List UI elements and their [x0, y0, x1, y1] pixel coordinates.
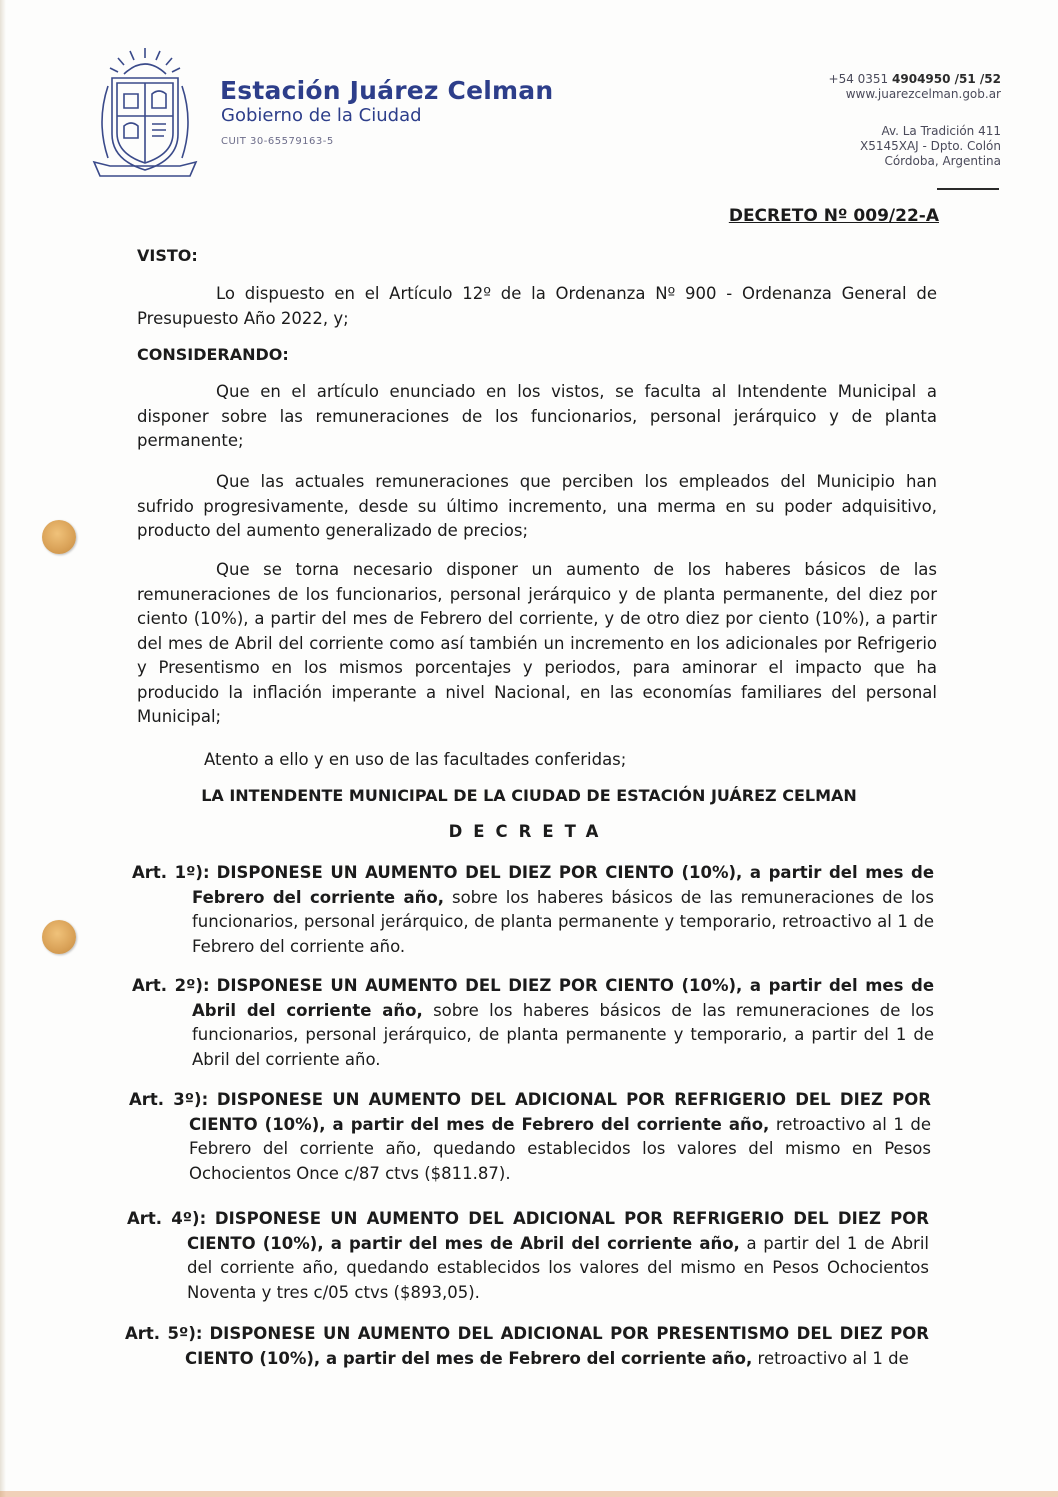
considerando-closing: Atento a ello y en uso de las facultades conferidas;	[204, 750, 627, 769]
contact-website: www.juarezcelman.gob.ar	[845, 87, 1001, 101]
article-2: Art. 2º): DISPONESE UN AUMENTO DEL DIEZ POR CIENTO (10%), a partir del mes de Abril del corriente año, sobre los haberes básicos de las remuneraciones de los funcionarios, personal jerárquico, de planta permanente y temporario, a partir del 1 de Abril del corriente año.	[132, 976, 935, 1069]
authority-title: LA INTENDENTE MUNICIPAL DE LA CIUDAD DE ESTACIÓN JUÁREZ CELMAN	[201, 786, 857, 805]
contact-address-line-3: Córdoba, Argentina	[884, 154, 1001, 168]
page-bottom-edge	[0, 1491, 1058, 1497]
org-subtitle: Gobierno de la Ciudad	[221, 105, 422, 126]
contact-address-line-1: Av. La Tradición 411	[881, 124, 1001, 138]
visto-text: Lo dispuesto en el Artículo 12º de la Ordenanza Nº 900 - Ordenanza General de Presupuesto Año 2022, y;	[137, 284, 937, 328]
municipal-crest-icon	[86, 42, 204, 182]
considerando-paragraph-2: Que las actuales remuneraciones que perciben los empleados del Municipio han sufrido progresivamente, desde su último incremento, una merma en su poder adquisitivo, producto del aumento generalizado de precios;	[137, 472, 937, 540]
article-3: Art. 3º): DISPONESE UN AUMENTO DEL ADICIONAL POR REFRIGERIO DEL DIEZ POR CIENTO (10%), a partir del mes de Febrero del corriente año, retroactivo al 1 de Febrero del corriente año, quedando establecidos los valores del mismo en Pesos Ochocientos Once c/87 ctvs ($811.87).	[129, 1090, 931, 1183]
punch-hole	[42, 520, 76, 554]
considerando-paragraph-1: Que en el artículo enunciado en los vistos, se faculta al Intendente Municipal a disponer sobre las remuneraciones de los funcionarios, personal jerárquico y de planta permanente;	[137, 382, 937, 450]
article-5: Art. 5º): DISPONESE UN AUMENTO DEL ADICIONAL POR PRESENTISMO DEL DIEZ POR CIENTO (10%), a partir del mes de Febrero del corriente año, retroactivo al 1 de	[125, 1324, 930, 1368]
punch-hole	[42, 920, 76, 954]
considerando-paragraph-3: Que se torna necesario disponer un aumento de los haberes básicos de las remuneraciones de los funcionarios, personal jerárquico y de planta permanente, del diez por ciento (10%), a partir del mes de Febrero del corriente, y de otro diez por ciento (10%), a partir del mes de Abril del corriente como así también un incremento en los adicionales por Refrigerio y Presentismo en los mismos porcentajes y periodos, para aminorar el impacto que ha producido la inflación imperante a nivel Nacional, en las economías familiares del personal Municipal;	[137, 560, 937, 726]
page-edge-shadow	[0, 0, 6, 1497]
header-divider	[937, 188, 999, 190]
org-cuit: CUIT 30-65579163-5	[221, 136, 334, 147]
org-name: Estación Juárez Celman	[220, 76, 554, 105]
article-4: Art. 4º): DISPONESE UN AUMENTO DEL ADICIONAL POR REFRIGERIO DEL DIEZ POR CIENTO (10%), a partir del mes de Abril del corriente año, a partir del 1 de Abril del corriente año, quedando establecidos los valores del mismo en Pesos Ochocientos Noventa y tres c/05 ctvs ($893,05).	[127, 1209, 929, 1302]
article-1: Art. 1º): DISPONESE UN AUMENTO DEL DIEZ POR CIENTO (10%), a partir del mes de Febrero del corriente año, sobre los haberes básicos de las remuneraciones de los funcionarios, personal jerárquico, de planta permanente y temporario, retroactivo al 1 de Febrero del corriente año.	[132, 863, 935, 956]
decree-number: DECRETO Nº 009/22-A	[728, 206, 939, 226]
visto-heading: VISTO:	[137, 246, 198, 265]
contact-phone: +54 0351 4904950 /51 /52	[828, 72, 1001, 86]
considerando-heading: CONSIDERANDO:	[137, 345, 289, 364]
decreta-heading: DECRETA	[448, 822, 610, 841]
contact-address-line-2: X5145XAJ - Dpto. Colón	[859, 139, 1001, 153]
